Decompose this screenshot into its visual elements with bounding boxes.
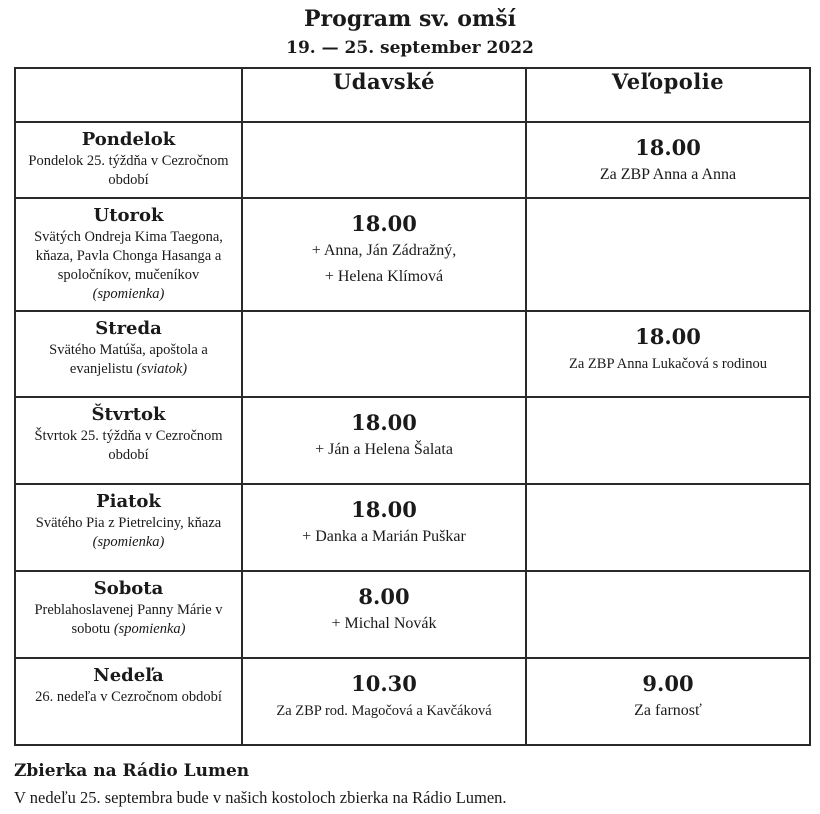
day-name: Pondelok xyxy=(81,129,176,150)
day-description xyxy=(16,341,241,385)
mass-time: 9.00 xyxy=(642,671,694,696)
liturgical-day-text: Preblahoslavenej Panny Márie v sobotu xyxy=(34,602,223,637)
udavske-mass-cell xyxy=(242,198,526,311)
mass-intention: + Danka a Marián Puškar xyxy=(302,528,466,545)
liturgical-day-text: 26. nedeľa v Cezročnom období xyxy=(35,689,222,705)
day-cell xyxy=(15,311,242,397)
collection-heading: Zbierka na Rádio Lumen xyxy=(14,761,250,781)
day-name: Streda xyxy=(95,318,162,339)
day-row xyxy=(15,311,810,397)
udavske-mass-cell xyxy=(242,311,526,397)
velopolie-mass-cell xyxy=(526,198,810,311)
udavske-mass-cell xyxy=(242,484,526,571)
udavske-mass-cell xyxy=(242,571,526,658)
liturgical-rank: (sviatok) xyxy=(136,361,188,377)
mass-time: 18.00 xyxy=(351,211,417,236)
day-cell xyxy=(15,198,242,311)
mass-intention: Za ZBP rod. Magočová a Kavčáková xyxy=(276,703,492,719)
day-row xyxy=(15,484,810,571)
column-header-udavske: Udavské xyxy=(242,68,526,122)
day-cell xyxy=(15,571,242,658)
mass-intention: Za ZBP Anna Lukačová s rodinou xyxy=(569,356,767,372)
liturgical-day-text: Pondelok 25. týždňa v Cezročnom období xyxy=(28,153,229,188)
velopolie-mass-cell xyxy=(526,397,810,484)
udavske-mass-cell xyxy=(242,122,526,198)
day-row xyxy=(15,397,810,484)
velopolie-mass-cell xyxy=(526,484,810,571)
velopolie-mass-cell xyxy=(526,571,810,658)
day-row xyxy=(15,658,810,745)
mass-intention: Za farnosť xyxy=(634,702,702,719)
liturgical-day-text: Štvrtok 25. týždňa v Cezročnom období xyxy=(34,428,223,463)
day-description xyxy=(16,152,241,196)
day-description xyxy=(16,688,241,713)
mass-schedule-table xyxy=(14,67,811,746)
velopolie-mass-cell xyxy=(526,311,810,397)
header-row xyxy=(15,68,810,122)
day-description xyxy=(16,514,241,558)
velopolie-mass-cell xyxy=(526,122,810,198)
collection-text: V nedeľu 25. septembra bude v našich kostoloch zbierka na Rádio Lumen. xyxy=(14,788,507,807)
day-cell xyxy=(15,122,242,198)
mass-time: 18.00 xyxy=(351,410,417,435)
date-range: 19. — 25. september 2022 xyxy=(286,38,534,58)
velopolie-mass-cell xyxy=(526,658,810,745)
column-header-day xyxy=(15,68,242,122)
day-cell xyxy=(15,658,242,745)
liturgical-day-text: Svätého Pia z Pietrelciny, kňaza xyxy=(35,515,222,531)
page-title: Program sv. omší xyxy=(304,6,516,32)
day-cell xyxy=(15,397,242,484)
day-name: Nedeľa xyxy=(93,665,164,686)
mass-time: 10.30 xyxy=(351,671,417,696)
column-header-velopolie: Veľopolie xyxy=(526,68,810,122)
mass-time: 18.00 xyxy=(351,497,417,522)
liturgical-day-text: Svätého Matúša, apoštola a evanjelistu xyxy=(49,342,208,377)
day-name: Sobota xyxy=(93,578,164,599)
udavske-mass-cell xyxy=(242,397,526,484)
mass-time: 18.00 xyxy=(635,324,701,349)
udavske-mass-cell xyxy=(242,658,526,745)
mass-intention: + Ján a Helena Šalata xyxy=(315,441,453,458)
day-row xyxy=(15,122,810,198)
mass-time: 8.00 xyxy=(358,584,410,609)
day-description xyxy=(16,427,241,471)
day-name: Utorok xyxy=(93,205,164,226)
liturgical-rank: (spomienka) xyxy=(92,534,165,550)
mass-intention: + Anna, Ján Zádražný, xyxy=(311,242,457,259)
day-row xyxy=(15,571,810,658)
day-name: Štvrtok xyxy=(91,404,166,425)
mass-intention: + Helena Klímová xyxy=(324,268,444,285)
liturgical-rank: (spomienka) xyxy=(92,286,165,302)
day-description xyxy=(16,228,241,310)
day-name: Piatok xyxy=(96,491,161,512)
day-description xyxy=(16,601,241,645)
liturgical-day-text: Svätých Ondreja Kima Taegona, kňaza, Pavla Chonga Hasanga a spoločníkov, mučeníkov xyxy=(34,229,223,283)
day-cell xyxy=(15,484,242,571)
mass-time: 18.00 xyxy=(635,135,701,160)
mass-intention: + Michal Novák xyxy=(331,615,437,632)
day-row xyxy=(15,198,810,311)
mass-intention: Za ZBP Anna a Anna xyxy=(599,166,737,183)
liturgical-rank: (spomienka) xyxy=(113,621,186,637)
